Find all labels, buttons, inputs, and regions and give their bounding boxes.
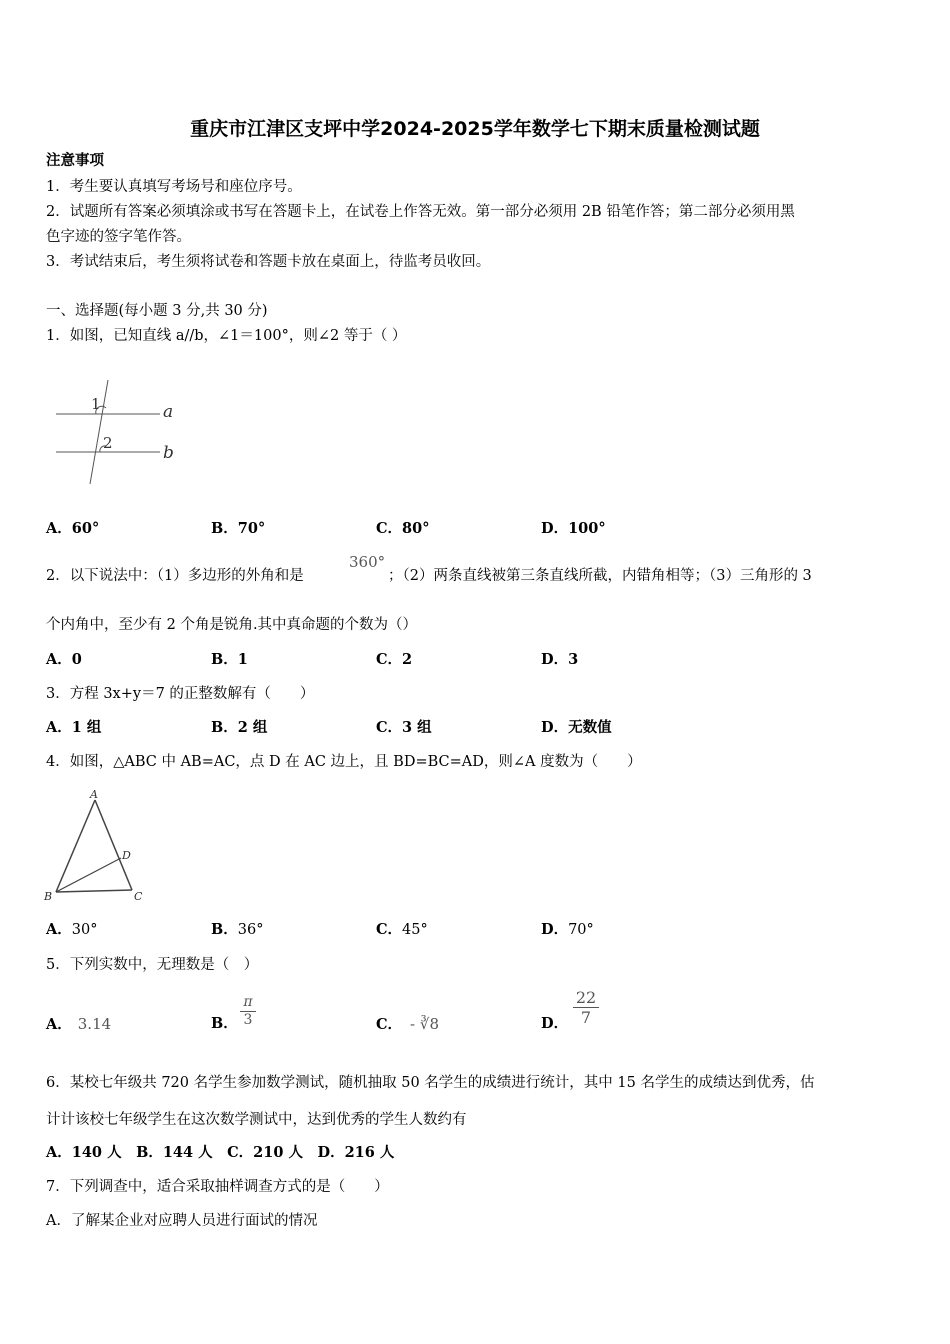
q2-option-b[interactable]: B．1 <box>211 651 248 668</box>
q5-option-a[interactable]: A． 3.14 <box>46 1015 112 1033</box>
q6-options[interactable]: A．140 人 B．144 人 C．210 人 D．216 人 <box>46 1144 395 1161</box>
question-2-stem-line2: 个内角中，至少有 2 个角是锐角.其中真命题的个数为（） <box>46 617 418 633</box>
vertex-d-label: D <box>122 849 131 862</box>
question-1-stem: 1．如图，已知直线 a//b，∠1＝100°，则∠2 等于（ ） <box>46 328 407 344</box>
notice-heading: 注意事项 <box>46 152 104 169</box>
angle-1-label: 1 <box>91 395 101 413</box>
q1-parallel-lines-figure <box>50 372 185 490</box>
page-title: 重庆市江津区支坪中学2024-2025学年数学七下期末质量检测试题 <box>190 118 760 140</box>
notice-item-3: 3．考试结束后，考生须将试卷和答题卡放在桌面上，待监考员收回。 <box>46 254 491 270</box>
q5-option-b-fraction: π 3 <box>240 994 256 1029</box>
q3-option-c[interactable]: C．3 组 <box>376 719 432 736</box>
q4-option-d[interactable]: D．70° <box>541 921 594 938</box>
question-2-stem-part2: ；（2）两条直线被第三条直线所截，内错角相等；（3）三角形的 3 <box>388 568 812 584</box>
question-3-stem: 3．方程 3x+y＝7 的正整数解有（ ） <box>46 686 315 702</box>
q3-option-d[interactable]: D．无数值 <box>541 719 612 736</box>
vertex-b-label: B <box>44 890 53 903</box>
q4-triangle-figure <box>42 786 152 908</box>
line-a-label: a <box>163 402 174 422</box>
q2-option-c[interactable]: C．2 <box>376 651 413 668</box>
notice-item-1: 1．考生要认真填写考场号和座位序号。 <box>46 179 302 195</box>
q5-option-b[interactable]: B． <box>211 1015 238 1032</box>
section-heading: 一、选择题(每小题 3 分,共 30 分) <box>46 303 268 319</box>
question-6-stem-line1: 6．某校七年级共 720 名学生参加数学测试，随机抽取 50 名学生的成绩进行统计，其中 15 名学生的成绩达到优秀，估 <box>46 1075 815 1091</box>
q5-option-d[interactable]: D． <box>541 1015 569 1032</box>
q5-option-c[interactable]: C． - ∛8 <box>376 1015 439 1033</box>
q7-option-a[interactable]: A．了解某企业对应聘人员进行面试的情况 <box>46 1213 318 1229</box>
q4-option-a[interactable]: A．30° <box>46 921 98 938</box>
q4-option-c[interactable]: C．45° <box>376 921 428 938</box>
notice-item-2-line2: 色字迹的签字笔作答。 <box>46 229 191 245</box>
vertex-c-label: C <box>134 890 143 903</box>
vertex-a-label: A <box>90 788 98 801</box>
question-6-stem-line2: 计计该校七年级学生在这次数学测试中，达到优秀的学生人数约有 <box>46 1112 467 1128</box>
question-2-stem-part1: 2．以下说法中：（1）多边形的外角和是 <box>46 568 304 584</box>
question-5-stem: 5．下列实数中，无理数是（ ） <box>46 957 259 973</box>
q1-option-c[interactable]: C．80° <box>376 520 430 537</box>
q1-option-d[interactable]: D．100° <box>541 520 606 537</box>
q3-option-a[interactable]: A．1 组 <box>46 719 102 736</box>
q4-option-b[interactable]: B．36° <box>211 921 264 938</box>
q2-option-a[interactable]: A．0 <box>46 651 82 668</box>
question-7-stem: 7．下列调查中，适合采取抽样调查方式的是（ ） <box>46 1179 389 1195</box>
q2-option-d[interactable]: D．3 <box>541 651 579 668</box>
question-4-stem: 4．如图，△ABC 中 AB=AC，点 D 在 AC 边上，且 BD=BC=AD，则∠A 度数为（ ） <box>46 754 642 770</box>
notice-item-2-line1: 2．试题所有答案必须填涂或书写在答题卡上，在试卷上作答无效。第一部分必须用 2B 铅笔作答；第二部分必须用黑 <box>46 204 795 220</box>
q3-option-b[interactable]: B．2 组 <box>211 719 268 736</box>
q1-option-b[interactable]: B．70° <box>211 520 266 537</box>
q1-option-a[interactable]: A．60° <box>46 520 100 537</box>
q2-formula-360: 360° <box>349 553 386 571</box>
line-b-label: b <box>163 443 174 463</box>
angle-2-label: 2 <box>103 434 113 452</box>
q5-option-d-fraction: 22 7 <box>573 988 599 1027</box>
